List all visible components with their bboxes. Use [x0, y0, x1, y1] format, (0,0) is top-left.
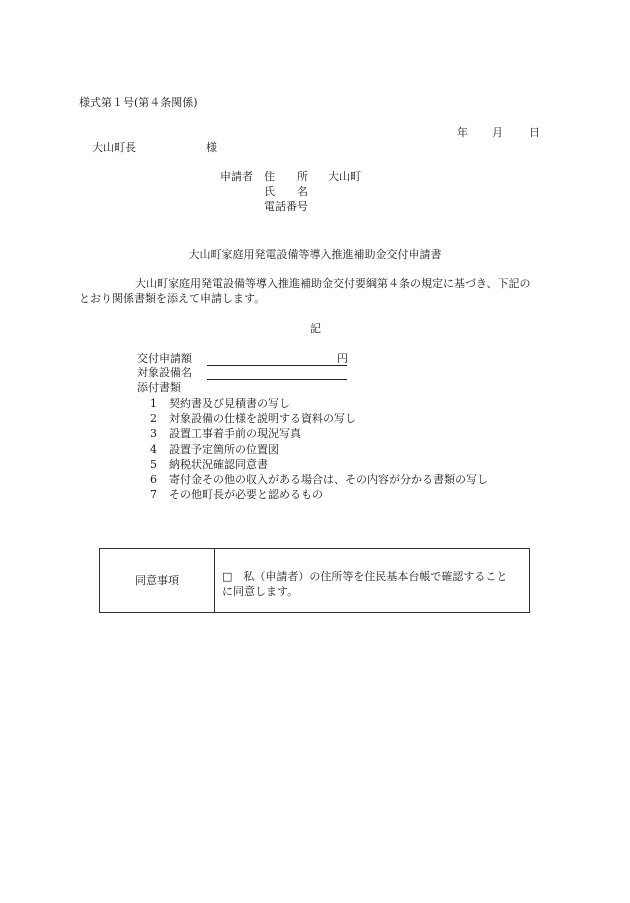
attachment-item: 5 納税状況確認同意書: [150, 458, 268, 471]
addressee-honorific: 様: [206, 141, 217, 154]
document-title: 大山町家庭用発電設備等導入推進補助金交付申請書: [188, 248, 442, 261]
address-value: 大山町: [328, 170, 361, 183]
amount-label: 交付申請額: [137, 352, 192, 365]
attachment-item: 2 対象設備の仕様を説明する資料の写し: [150, 412, 356, 425]
attachment-item: 1 契約書及び見積書の写し: [150, 397, 290, 410]
attachment-item: 4 設置予定箇所の位置図: [150, 443, 279, 456]
form-number: 様式第１号(第４条関係): [79, 96, 198, 109]
consent-label: 同意事項: [100, 549, 215, 612]
attachment-item: 7 その他町長が必要と認めるもの: [150, 488, 323, 501]
consent-text-line-2: に同意します。: [222, 585, 299, 598]
attachments-label: 添付書類: [137, 381, 181, 394]
date-year: 年: [457, 126, 468, 139]
name-label: 氏 名: [264, 185, 308, 198]
date-month: 月: [492, 126, 503, 139]
addressee-name: 大山町長: [92, 141, 136, 154]
applicant-label: 申請者: [220, 170, 253, 183]
amount-unit: 円: [337, 352, 348, 365]
body-line-2: とおり関係書類を添えて申請します。: [79, 292, 266, 305]
equipment-label: 対象設備名: [137, 366, 192, 379]
consent-table: [99, 548, 530, 613]
date-day: 日: [529, 126, 540, 139]
amount-underline: [207, 365, 347, 366]
body-line-1: 大山町家庭用発電設備等導入推進補助金交付要綱第４条の規定に基づき、下記の: [135, 277, 531, 290]
equipment-underline: [207, 379, 347, 380]
attachment-item: 3 設置工事着手前の現況写真: [150, 427, 301, 440]
address-label: 住 所: [264, 170, 308, 183]
ki-heading: 記: [310, 322, 321, 335]
phone-label: 電話番号: [264, 200, 308, 213]
consent-checkbox[interactable]: □: [222, 570, 233, 583]
attachment-item: 6 寄付金その他の収入がある場合は、その内容が分かる書類の写し: [150, 473, 488, 486]
consent-text: [222, 569, 522, 599]
consent-text-line-1: 私（申請者）の住所等を住民基本台帳で確認すること: [232, 570, 508, 583]
